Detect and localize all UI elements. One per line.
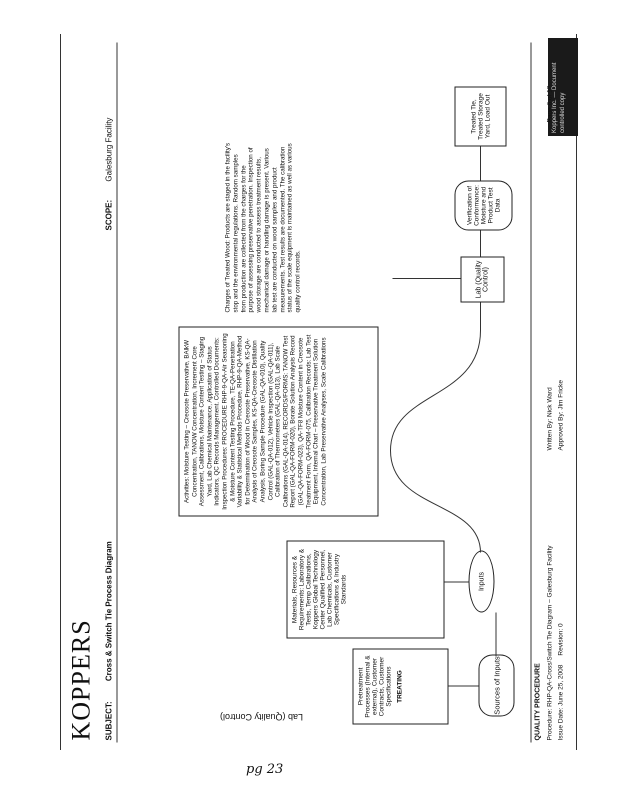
subject-label: SUBJECT: bbox=[104, 701, 114, 741]
written-by: Written By: Nick Ward bbox=[546, 387, 554, 451]
inputs-materials-text: Materials, Resources & Requirements: Laboratory & Tests, Temp Calibrations, Koppers Global Technology Center Qualified Personnel, Lab Chemicals, Customer Specifications & Industry Standards bbox=[291, 548, 348, 631]
quality-procedure-label: QUALITY PROCEDURE bbox=[534, 663, 542, 741]
verification-text: Verification of Conformance: Moisture and Product Test Data bbox=[466, 185, 501, 226]
scope-value: Galesburg Facility bbox=[104, 117, 114, 182]
lab-quality-control-box bbox=[461, 257, 505, 303]
pretreatment-text: Pretreatment Processes (Internal & external), Customer Contracts, Customer Specifications bbox=[357, 655, 393, 718]
verification-box bbox=[455, 181, 513, 231]
handwritten-note: pg 23 bbox=[246, 762, 284, 777]
page-number: Page 6 of 12 bbox=[546, 85, 554, 123]
changes-text: Charges of Treated Wood: Products are staged in the facility's stop and the environmental regulations. Random samples from production are collected from the charges for the purpose of assessing preservative penetration. Inspection of wood storage are conducted to assess treatment results, mechanical damage or handling damage is present. Various lab test are conducted on wood samples and product measurements. Test results are documented. The calibration status of the scale equipment is maintained as well as various quality control records. bbox=[224, 142, 302, 313]
approved-by: Approved By: Jim Fricke bbox=[557, 380, 565, 451]
subject-value: Cross & Switch Tie Process Diagram bbox=[104, 541, 114, 682]
rotated-diagram-layer bbox=[61, 35, 576, 751]
side-label-text: Lab (Quality Control) bbox=[220, 712, 304, 722]
treated-tie-text: Treated Tie, Treated Storage Yard, Load Out bbox=[470, 93, 491, 140]
lab-box-label: Lab (Quality Control) bbox=[475, 260, 490, 299]
activities-text: Activities: Moisture Testing – Creosote Preservative, BAlkW Concentration, TANOW Concentration, Increment Core Assessment, Calibrations, Moisture Content Testing – Staging Yard, Lab Chemical Maintenance, Application of Status Indicators, QC Records Management. Controlled Documents: Inspection Procedures: PROCEDURE RHP-9-QA-Air Seasoning & Moisture Content Testing Procedure, TE-QA-Penetration Variability & Statistical Methods Procedure, RHP-9-QA-Method for Determination of Wood in Creosote Preservative, KS-QA-Analysis of Creosote Samples, KS-QA-Creosote Distillation Analysis, Boring Sample Procedure (GAL-QA-010), Quality Control (GAL-QA-012), Vehicle Inspection (GAL-QA-011), Calibration of Thermometers (GAL-QA-013), Lab Scale Calibrations (GAL-QA-014). RECORDS/FORMS: TANOW Test Report (GAL-QA-FORM-020), Borate Solution Analysis Record (GAL-QA-FORM-023), QA-TF8 Moisture Content in Creosote Treatment Form, QA-FORM-075, Calibration Records: Lab Test Equipment, Internal Chart – Preservative Treatment Solution Concentration, Lab Preservative Analyses, Scale Calibrations bbox=[183, 333, 328, 510]
stamp-text: Koppers Inc. — Document controlled copy bbox=[552, 62, 566, 133]
footer-rule bbox=[531, 43, 532, 743]
treated-tie-box bbox=[455, 87, 507, 147]
procedure-line: Procedure: RHP-QA-Cross/Switch Tie Diagram – Galesburg Facility bbox=[546, 545, 554, 741]
treating-label: TREATING bbox=[396, 670, 404, 703]
koppers-logo: KOPPERS bbox=[66, 619, 96, 741]
changes-of-treated-wood-box bbox=[221, 139, 393, 317]
sources-of-inputs-label: Sources of Inputs bbox=[492, 656, 501, 715]
scope-label: SCOPE: bbox=[104, 199, 114, 231]
issue-line: Issue Date: June 25, 2008 Revision: 0 bbox=[557, 623, 565, 741]
inputs-oval-label: Inputs bbox=[478, 571, 485, 592]
